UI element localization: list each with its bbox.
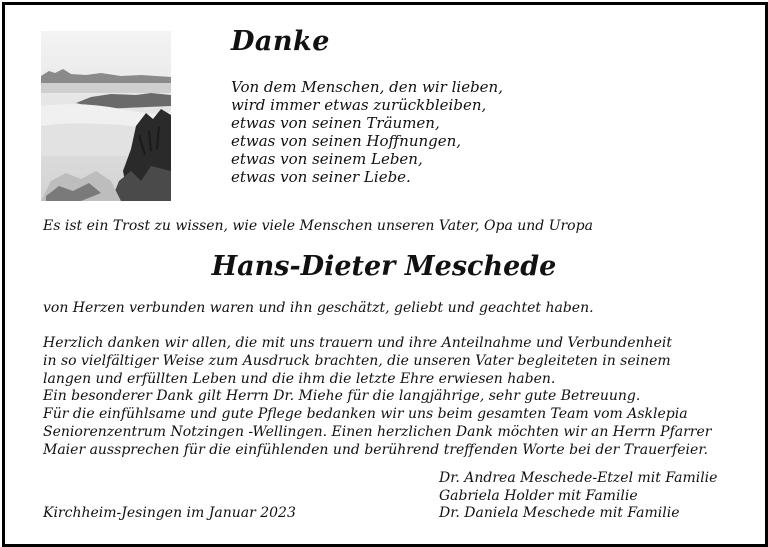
body-line: langen und erfüllten Leben und die ihm die letzte Ehre erwiesen haben. xyxy=(43,370,556,387)
poem xyxy=(231,78,503,186)
body-line: Maier aussprechen für die einfühlenden und berührend treffenden Worte bei der Trauerfeier. xyxy=(43,441,708,458)
poem-line: Von dem Menschen, den wir lieben, xyxy=(231,78,503,96)
connected-text: von Herzen verbunden waren und ihn geschätzt, geliebt und geachtet haben. xyxy=(43,300,594,316)
body-line: Herzlich danken wir allen, die mit uns trauern und ihre Anteilnahme und Verbundenheit xyxy=(43,335,672,351)
poem-line: etwas von seinen Hoffnungen, xyxy=(231,132,462,150)
body-line: Ein besonderer Dank gilt Herrn Dr. Miehe für die langjährige, sehr gute Betreuung. xyxy=(43,388,641,405)
body-line: Für die einfühlsame und gute Pflege bedanken wir uns beim gesamten Team vom Asklepia xyxy=(43,406,688,423)
body-line: Seniorenzentrum Notzingen -Wellingen. Einen herzlichen Dank möchten wir an Herrn Pfarrer xyxy=(43,423,712,440)
signer-line: Gabriela Holder mit Familie xyxy=(439,487,638,504)
mountain-fog-image xyxy=(41,31,171,201)
landscape-photo xyxy=(41,31,171,201)
signer-line: Dr. Daniela Meschede mit Familie xyxy=(439,505,680,522)
signer-line: Dr. Andrea Meschede-Etzel mit Familie xyxy=(439,470,718,486)
poem-line: etwas von seinem Leben, xyxy=(231,150,423,168)
place-date: Kirchheim-Jesingen im Januar 2023 xyxy=(43,505,296,521)
thanks-paragraph xyxy=(43,335,711,460)
body-line: in so vielfältiger Weise zum Ausdruck brachten, die unseren Vater begleiteten in seinem xyxy=(43,352,671,369)
poem-line: etwas von seinen Träumen, xyxy=(231,114,440,132)
poem-line: etwas von seiner Liebe. xyxy=(231,168,411,186)
intro-text: Es ist ein Trost zu wissen, wie viele Menschen unseren Vater, Opa und Uropa xyxy=(43,218,593,234)
poem-line: wird immer etwas zurückbleiben, xyxy=(231,96,487,114)
title-danke: Danke xyxy=(231,26,330,57)
signers xyxy=(439,470,717,523)
deceased-name: Hans-Dieter Meschede xyxy=(211,251,557,282)
